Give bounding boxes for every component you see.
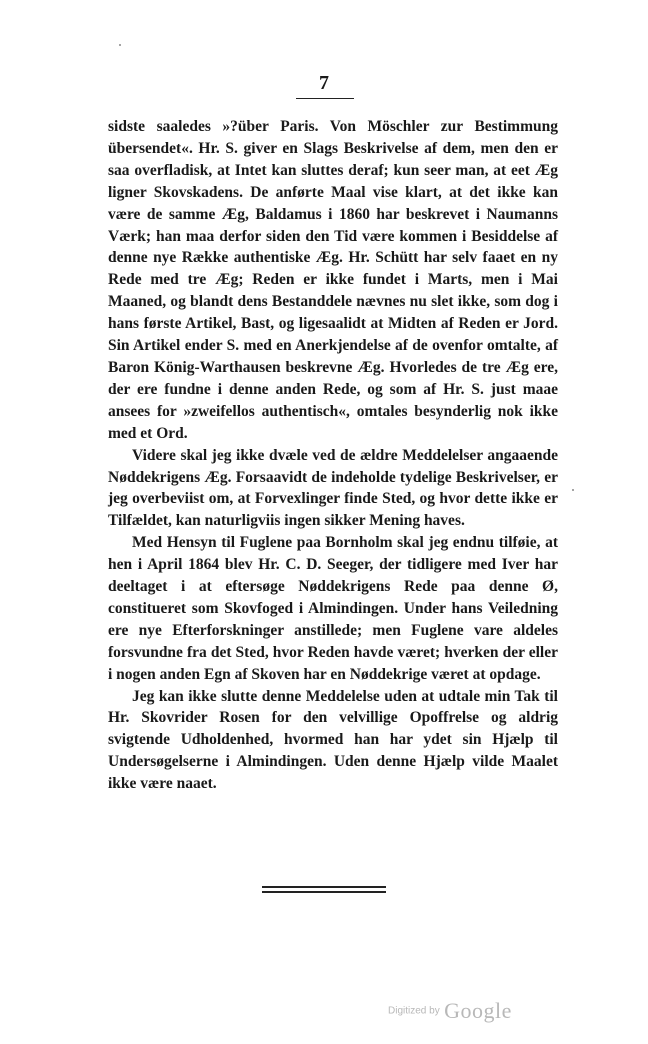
page-number: 7	[319, 72, 329, 94]
paragraph-3: Med Hensyn til Fuglene paa Bornholm skal jeg endnu tilføie, at hen i April 1864 blev Hr. C. D. Seeger, der tidligere med Iver har deeltaget i at eftersøge Nøddekrigens Rede paa denne Ø, constitueret som Skovfoged i Almindingen. Under hans Veiledning ere nye Efterforskninger anstillede; men Fuglene vare aldeles forsvundne fra det Sted, hvor Reden havde været; hverken der eller i nogen anden Egn af Skoven har en Nøddekrige været at opdage.	[108, 534, 558, 683]
end-rule-bottom	[262, 891, 386, 893]
watermark-prefix: Digitized by	[388, 1005, 440, 1017]
google-logo: Google	[444, 998, 512, 1023]
body-text	[108, 116, 558, 795]
page-number-rule	[296, 98, 354, 99]
paragraph-1: sidste saaledes »?über Paris. Von Möschler zur Bestimmung übersendet«. Hr. S. giver en Slags Beskrivelse af dem, men den er saa overfladisk, at Intet kan sluttes deraf; kun seer man, at eet Æg ligner Skovskadens. De anførte Maal vise klart, at det ikke kan være de samme Æg, Baldamus i 1860 har beskrevet i Naumanns Værk; han maa derfor siden den Tid være kommen i Besiddelse af denne nye Række authentiske Æg. Hr. Schütt har selv faaet en ny Rede med tre Æg; Reden er ikke fundet i Marts, men i Mai Maaned, og blandt dens Bestanddele nævnes nu slet ikke, som dog i hans første Artikel, Bast, og ligesaalidt at Midten af Reden er Jord. Sin Artikel ender S. med en Anerkjendelse af de ovenfor omtalte, af Baron König-Warthausen beskrevne Æg. Hvorledes de tre Æg ere, der ere fundne i denne anden Rede, og som af Hr. S. just maae ansees for »zweifellos authentisch«, omtales besynderlig nok ikke med et Ord.	[108, 118, 558, 442]
end-rule-top	[262, 886, 386, 888]
paper-speck	[572, 489, 574, 491]
paper-speck	[119, 44, 121, 46]
paragraph-4: Jeg kan ikke slutte denne Meddelelse uden at udtale min Tak til Hr. Skovrider Rosen for den velvillige Opoffrelse og aldrig svigtende Udholdenhed, hvormed han har ydet sin Hjælp til Undersøgelserne i Almindingen. Uden denne Hjælp vilde Maalet ikke være naaet.	[108, 687, 558, 793]
google-watermark	[388, 998, 588, 1024]
paragraph-2: Videre skal jeg ikke dvæle ved de ældre Meddelelser angaaende Nøddekrigens Æg. Forsaavidt de indeholde tydelige Beskrivelser, er jeg overbeviist om, at Forvexlinger finde Sted, og hvor dette ikke er Tilfældet, kan naturligviis ingen sikker Mening haves.	[108, 446, 558, 530]
